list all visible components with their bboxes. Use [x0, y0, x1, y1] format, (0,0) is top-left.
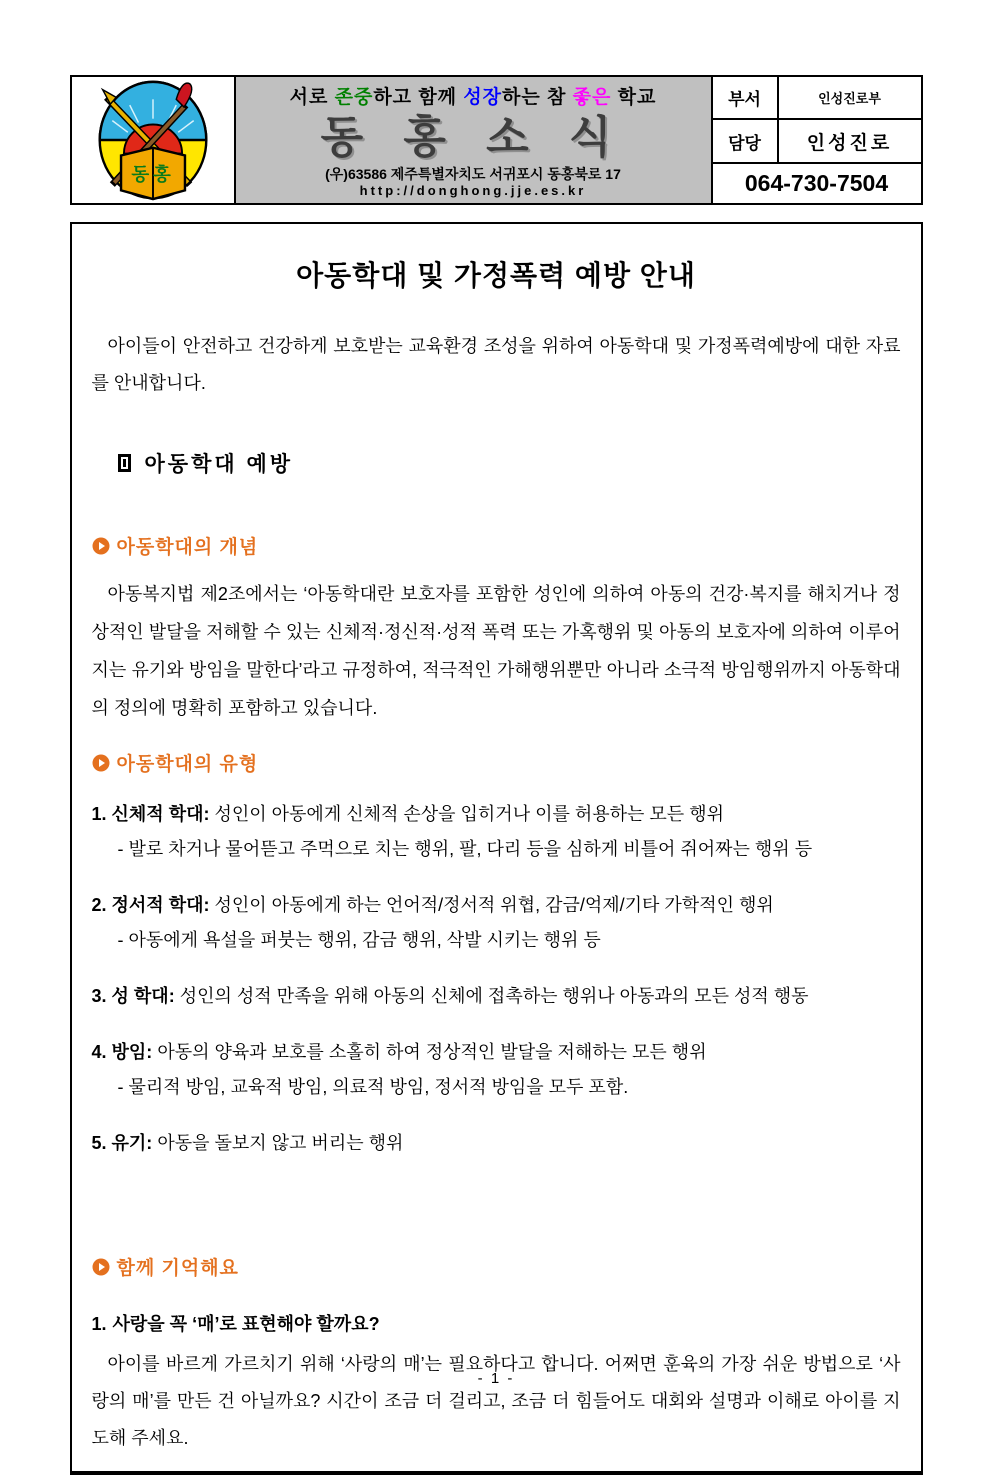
item-number: 2.	[91, 895, 107, 915]
item-text: 아동을 돌보지 않고 버리는 행위	[157, 1133, 404, 1153]
dept-row	[713, 77, 921, 120]
item-number: 3.	[91, 986, 107, 1006]
document-body-box	[70, 222, 923, 1475]
item-number: 5.	[91, 1133, 107, 1153]
list-item-physical-abuse	[92, 797, 901, 867]
slogan-segment-green: 존중	[334, 87, 374, 108]
list-item-abandonment	[92, 1126, 901, 1161]
concept-paragraph: 아동복지법 제2조에서는 ‘아동학대란 보호자를 포함한 성인에 의하여 아동의 건강·복지를 해치거나 정상적인 발달을 저해할 수 있는 신체적·정신적·성적 폭력 또는 가혹행위 및 아동의 보호자에 의하여 이루어지는 유기와 방임을 말한다’라고 규정하여, 적극적인 가해행위뿐만 아니라 소극적 방임행위까지 아동학대의 정의에 명확히 포함하고 있습니다.	[91, 584, 901, 718]
school-logo-icon	[92, 78, 214, 202]
slogan-segment: 학교	[611, 87, 657, 108]
svg-text:동홍: 동홍	[130, 163, 175, 185]
item-label: 정서적 학대:	[111, 895, 210, 915]
item-sub-text: - 아동에게 욕설을 퍼붓는 행위, 감금 행위, 삭발 시키는 행위 등	[117, 930, 601, 950]
dept-label: 부서	[713, 77, 779, 118]
manager-value: 인성진로	[806, 132, 893, 154]
remember-answer-1: 아이를 바르게 가르치기 위해 ‘사랑의 매’는 필요하다고 합니다. 어쩌면 훈육의 가장 쉬운 방법으로 ‘사랑의 매’를 만든 건 아닐까요? 시간이 조금 더 걸리고, 조금 더 힘들어도 대회와 설명과 이해로 아이를 지도해 주세요.	[91, 1354, 901, 1448]
item-number: 1.	[91, 1314, 107, 1334]
heading-abuse-types	[92, 749, 901, 776]
intro-paragraph: 아이들이 안전하고 건강하게 보호받는 교육환경 조성을 위하여 아동학대 및 가정폭력예방에 대한 자료를 안내합니다.	[91, 336, 901, 393]
slogan-segment: 서로	[289, 87, 335, 108]
newsletter-page	[70, 0, 923, 1475]
item-sub-text: - 발로 차거나 물어뜯고 주먹으로 치는 행위, 팔, 다리 등을 심하게 비틀어 쥐어짜는 행위 등	[117, 839, 813, 859]
slogan-segment-magenta: 좋은	[572, 87, 612, 108]
item-number: 4.	[91, 1042, 107, 1062]
play-circle-icon	[92, 754, 110, 772]
manager-row	[713, 120, 921, 164]
slogan-segment-blue: 성장	[463, 87, 503, 108]
school-slogan	[244, 82, 703, 109]
dept-value: 인성진로부	[818, 91, 881, 106]
masthead-info-table	[713, 77, 921, 203]
masthead-center	[234, 77, 713, 203]
heading-text: 아동학대의 유형	[116, 754, 259, 775]
document-title: 아동학대 및 가정폭력 예방 안내	[296, 260, 696, 291]
masthead-contact	[244, 166, 703, 199]
masthead-header	[70, 75, 923, 205]
item-text: 성인의 성적 만족을 위해 아동의 신체에 접촉하는 행위나 아동과의 모든 성적 행동	[179, 986, 809, 1006]
section-title: 아동학대 예방	[144, 453, 294, 476]
play-circle-icon	[92, 1258, 110, 1276]
list-item-neglect	[92, 1035, 901, 1105]
item-label: 신체적 학대:	[111, 804, 210, 824]
abuse-types-list	[92, 797, 901, 1161]
page-number: - 1 -	[477, 1370, 515, 1387]
filled-square-icon	[118, 454, 131, 472]
heading-remember-together	[92, 1253, 901, 1280]
slogan-segment: 하고 함께	[373, 87, 464, 108]
list-item-emotional-abuse	[92, 888, 901, 958]
item-label: 성 학대:	[111, 986, 175, 1006]
phone-number: 064-730-7504	[744, 170, 889, 196]
slogan-segment: 하는 참	[502, 87, 573, 108]
school-website-url: http://donghong.jje.es.kr	[359, 183, 587, 198]
remember-question-1	[92, 1310, 901, 1336]
item-text: 성인이 아동에게 신체적 손상을 입히거나 이를 허용하는 모든 행위	[214, 804, 724, 824]
school-logo	[72, 77, 234, 203]
item-text: 아동의 양육과 보호를 소홀히 하여 정상적인 발달을 저해하는 모든 행위	[157, 1042, 707, 1062]
school-address: (우)63586 제주특별자치도 서귀포시 동홍북로 17	[325, 166, 621, 182]
play-circle-icon	[92, 537, 110, 555]
item-text: 성인이 아동에게 하는 언어적/정서적 위협, 감금/억제/기타 가학적인 행위	[214, 895, 774, 915]
heading-text: 함께 기억해요	[116, 1258, 239, 1279]
item-sub-text: - 물리적 방임, 교육적 방임, 의료적 방임, 정서적 방임을 모두 포함.	[117, 1077, 629, 1097]
question-text: 사랑을 꼭 ‘매’로 표현해야 할까요?	[112, 1314, 380, 1334]
item-label: 방임:	[111, 1042, 153, 1062]
newsletter-title: 동 홍 소 식	[320, 112, 626, 162]
item-label: 유기:	[111, 1133, 153, 1153]
list-item-sexual-abuse	[92, 979, 901, 1014]
item-number: 1.	[91, 804, 107, 824]
manager-label: 담당	[713, 120, 779, 162]
heading-text: 아동학대의 개념	[116, 537, 259, 558]
section-child-abuse-prevention	[118, 448, 901, 478]
heading-abuse-concept	[92, 532, 901, 559]
